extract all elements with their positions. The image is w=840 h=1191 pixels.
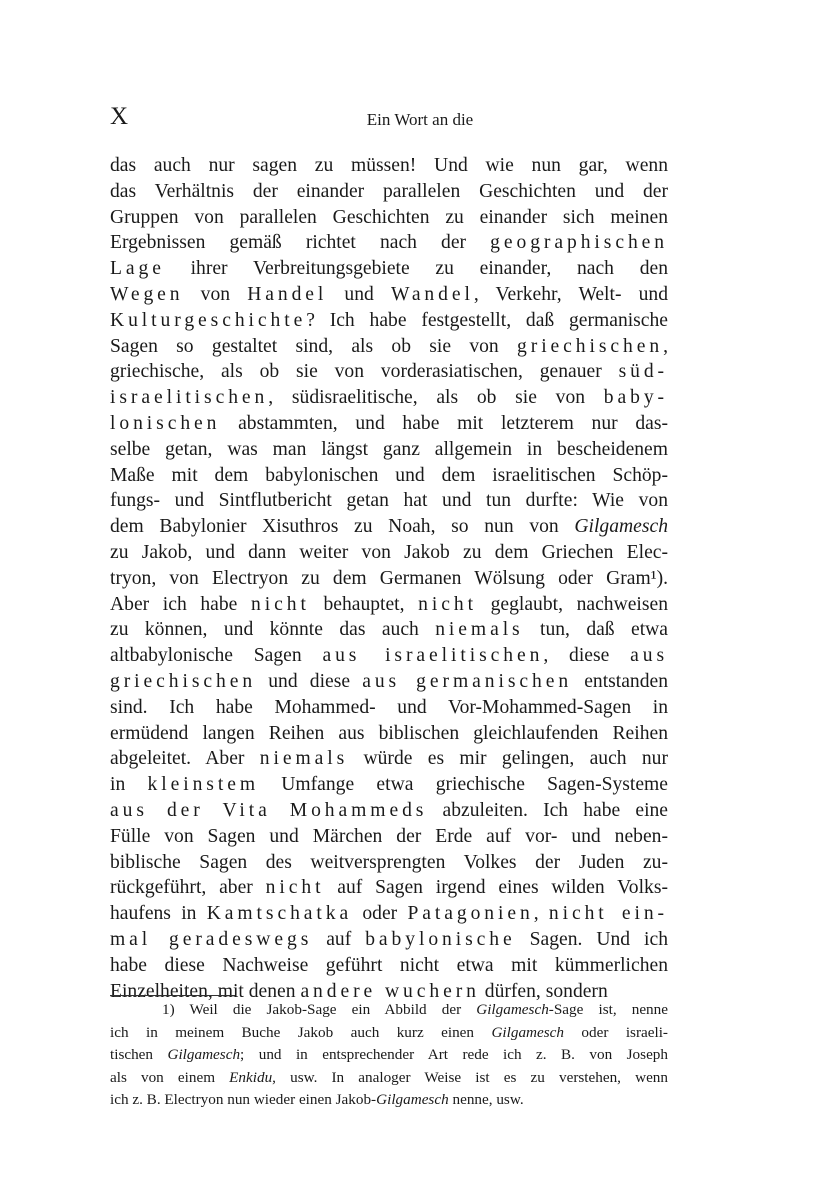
text-line (110, 256, 668, 282)
text-run: ich in meinem Buche Jakob auch kurz einen (110, 1023, 492, 1041)
spaced-emphasis: Lage (110, 258, 165, 280)
text-run: -Sage ist, nenne (548, 1001, 668, 1018)
text-line (110, 798, 668, 824)
italic-emphasis: Gilgamesch (574, 516, 668, 538)
text-line (110, 179, 668, 205)
text-line (110, 230, 668, 256)
text-run: und diese (256, 670, 363, 692)
text-run: ich z. B. Electryon nun wieder einen Jakob- (110, 1091, 377, 1109)
italic-emphasis: Gilgamesch (476, 1001, 549, 1018)
text-line (110, 205, 668, 231)
spaced-emphasis: israelitischen (110, 387, 269, 409)
text-line (110, 153, 668, 179)
spaced-emphasis: griechischen (517, 335, 664, 357)
text-run: das auch nur sagen zu müssen! Und wie nun gar, wenn (110, 155, 668, 176)
spaced-emphasis: mal geradeswegs (110, 928, 313, 950)
text-run: auf (312, 928, 366, 950)
text-run: fungs- und Sintflutbericht getan hat und tun durfte: Wie von (110, 490, 668, 512)
spaced-emphasis: Wegen (110, 283, 184, 305)
footnote-rule (110, 995, 235, 996)
text-run: habe diese Nachweise geführt nicht etwa mit kümmerlichen (110, 954, 668, 976)
text-run: Fülle von Sagen und Märchen der Erde auf vor- und neben- (110, 825, 668, 847)
text-run: abzuleiten. Ich habe eine (427, 799, 669, 821)
text-line (110, 927, 668, 953)
text-line (110, 411, 668, 437)
spaced-emphasis: griechischen (110, 670, 257, 692)
spaced-emphasis: niemals (259, 748, 349, 770)
text-run: , (533, 903, 549, 925)
text-run: dem Babylonier Xisuthros zu Noah, so nun von (110, 516, 575, 538)
text-run: , diese (543, 645, 631, 667)
text-run: zu können, und könnte das auch (110, 619, 436, 641)
spaced-emphasis: babylonische (365, 928, 516, 950)
text-run: von (183, 283, 248, 305)
footnotes (110, 999, 668, 1112)
footnote-line (110, 1022, 668, 1045)
spaced-emphasis: Kamtschatka (206, 903, 353, 925)
text-line (110, 282, 668, 308)
spaced-emphasis: nicht (265, 877, 325, 899)
text-run: Einzelheiten, mit denen (110, 980, 301, 1002)
text-line (110, 901, 668, 927)
spaced-emphasis: niemals (435, 619, 524, 641)
text-line (110, 695, 668, 721)
text-run: geglaubt, nachweisen (476, 593, 668, 615)
spaced-emphasis: aus germanischen (362, 670, 573, 692)
text-line (110, 540, 668, 566)
text-run: biblische Sagen des weitversprengten Volkes der Juden zu- (110, 851, 668, 873)
text-run: griechische, als ob sie von vorderasiatischen, genauer (110, 361, 619, 383)
spaced-emphasis: nicht ein- (548, 903, 668, 925)
text-run: haufens in (110, 903, 207, 925)
text-line (110, 617, 668, 643)
text-line (110, 488, 668, 514)
text-run: ; und in entsprechender Art rede ich z. B. von Joseph (240, 1046, 668, 1064)
footnote-line (110, 1044, 668, 1067)
spaced-emphasis: Wandel (390, 283, 474, 305)
text-run: Sagen. Und ich (515, 928, 668, 950)
text-run: das Verhältnis der einander parallelen Geschichten und der (110, 180, 668, 202)
page-number: X (110, 103, 129, 130)
spaced-emphasis: baby- (603, 387, 668, 409)
text-run: ihrer Verbreitungsgebiete zu einander, nach den (164, 258, 668, 280)
text-line (110, 514, 668, 540)
text-run: ? Ich habe festgestellt, daß germanische (306, 309, 668, 331)
text-run: rückgeführt, aber (110, 877, 266, 899)
text-run: nenne, usw. (448, 1091, 524, 1109)
text-run: sind. Ich habe Mohammed- und Vor-Mohammed-Sagen in (110, 696, 668, 718)
italic-emphasis: Enkidu (229, 1068, 273, 1086)
spaced-emphasis: lonischen (110, 412, 221, 434)
text-run: und (327, 283, 391, 305)
text-line (110, 643, 668, 669)
spaced-emphasis: Kulturgeschichte (110, 309, 307, 331)
running-head: Ein Wort an die (366, 110, 474, 129)
text-run: 1) Weil die Jakob-Sage ein Abbild der (162, 1001, 477, 1018)
text-line (110, 721, 668, 747)
text-run: tun, daß etwa (523, 619, 668, 641)
text-run: tischen (110, 1046, 168, 1064)
spaced-emphasis: aus der Vita Mohammeds (110, 799, 428, 821)
text-run: würde es mir gelingen, auch nur (348, 748, 668, 770)
text-run: als von einem (110, 1068, 230, 1086)
text-line (110, 308, 668, 334)
spaced-emphasis: Patagonien (407, 903, 534, 925)
spaced-emphasis: nicht (418, 593, 477, 615)
text-run: entstanden (572, 670, 668, 692)
text-run: , (663, 335, 668, 357)
text-run: Gruppen von parallelen Geschichten zu einander sich meinen (110, 206, 668, 228)
text-line (110, 953, 668, 979)
text-line (110, 463, 668, 489)
text-run: altbabylonische Sagen (110, 645, 323, 667)
text-run: ermüdend langen Reihen aus biblischen gleichlaufenden Reihen (110, 722, 668, 744)
main-text (110, 153, 668, 1004)
text-run: Maße mit dem babylonischen und dem israelitischen Schöp- (110, 464, 668, 486)
text-run: dürfen, sondern (479, 980, 608, 1002)
text-line (110, 772, 668, 798)
italic-emphasis: Gilgamesch (167, 1046, 241, 1064)
text-run: Aber ich habe (110, 593, 252, 615)
text-run: Umfange etwa griechische Sagen-Systeme (258, 774, 668, 796)
text-run: , Verkehr, Welt- und (473, 283, 669, 305)
text-run: oder israeli- (564, 1023, 668, 1041)
spaced-emphasis: nicht (251, 593, 310, 615)
footnote-line (110, 1067, 668, 1090)
text-run: Ergebnissen gemäß richtet nach der (110, 232, 491, 254)
spaced-emphasis: andere wuchern (300, 980, 480, 1002)
text-line (110, 746, 668, 772)
text-run: abgeleitet. Aber (110, 748, 260, 770)
text-line (110, 592, 668, 618)
text-line (110, 334, 668, 360)
text-run: auf Sagen irgend eines wilden Volks- (324, 877, 668, 899)
footnote-line (110, 1089, 668, 1112)
spaced-emphasis: geographischen (490, 232, 668, 254)
footnote-line (110, 999, 668, 1022)
text-run: Sagen so gestaltet sind, als ob sie von (110, 335, 518, 357)
text-line (110, 669, 668, 695)
text-run: in (110, 774, 148, 796)
text-line (110, 875, 668, 901)
spaced-emphasis: aus (630, 645, 668, 667)
text-run: zu Jakob, und dann weiter von Jakob zu dem Griechen Elec- (110, 541, 668, 563)
text-run: selbe getan, was man längst ganz allgemein in bescheidenem (110, 438, 668, 460)
spaced-emphasis: kleinstem (147, 774, 259, 796)
text-line (110, 359, 668, 385)
text-line (110, 566, 668, 592)
text-run: , südisraelitische, als ob sie von (268, 387, 604, 409)
text-run: , usw. In analoger Weise ist es zu verstehen, wenn (272, 1068, 668, 1086)
text-run: oder (352, 903, 408, 925)
text-line (110, 850, 668, 876)
text-line (110, 385, 668, 411)
text-line (110, 824, 668, 850)
text-run: tryon, von Electryon zu dem Germanen Wölsung oder Gram¹). (110, 567, 668, 589)
text-run: behauptet, (309, 593, 419, 615)
spaced-emphasis: Handel (247, 283, 328, 305)
text-line (110, 437, 668, 463)
spaced-emphasis: aus israelitischen (322, 645, 544, 667)
italic-emphasis: Gilgamesch (491, 1023, 564, 1041)
spaced-emphasis: süd- (618, 361, 668, 383)
text-run: abstammten, und habe mit letzterem nur das- (220, 412, 668, 434)
italic-emphasis: Gilgamesch (376, 1091, 449, 1109)
